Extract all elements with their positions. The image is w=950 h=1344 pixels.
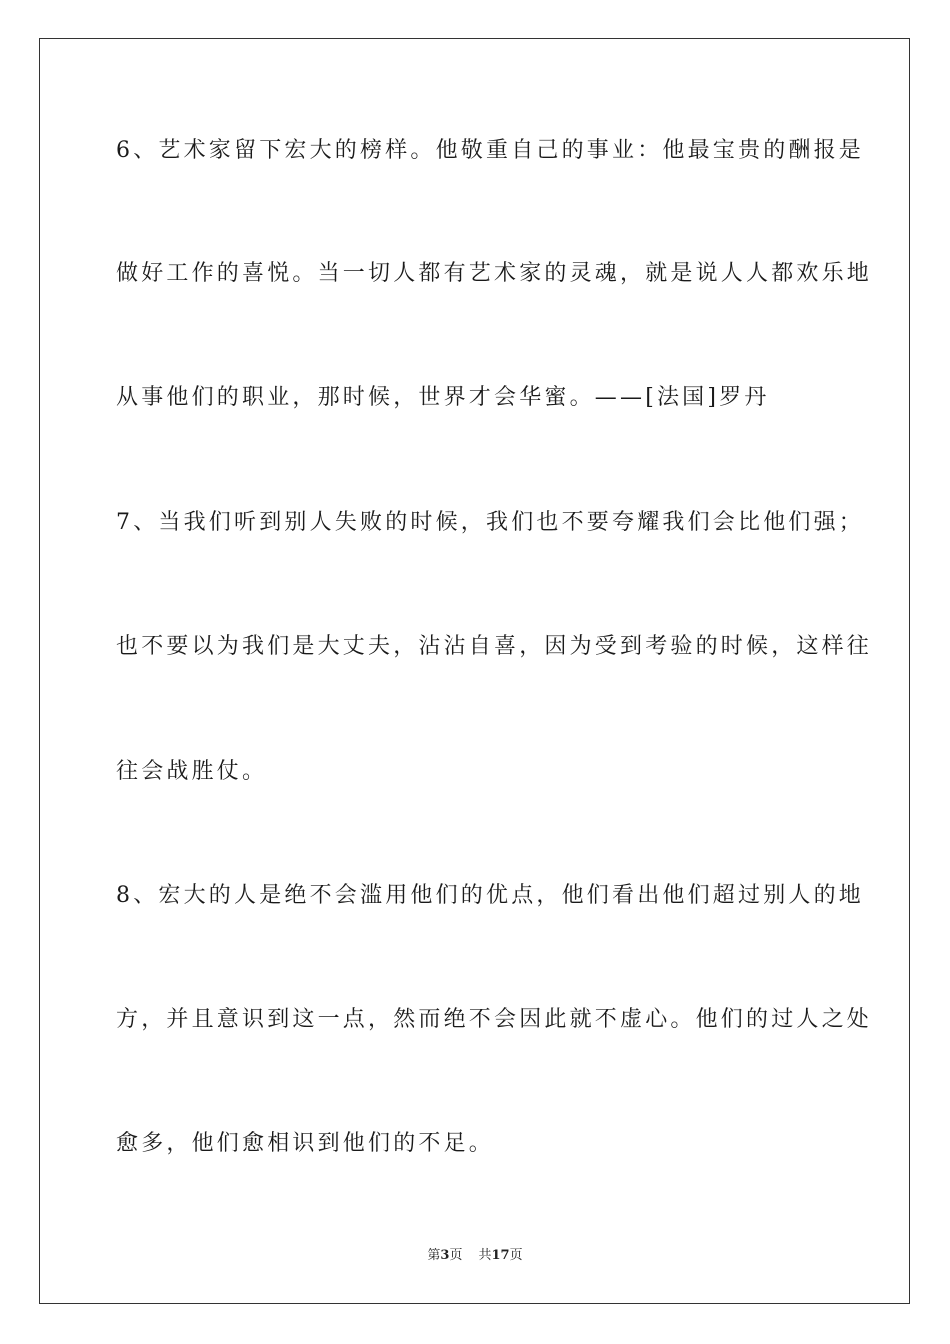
page-footer [0, 1247, 950, 1265]
text-line-2: 做好工作的喜悦。当一切人都有艺术家的灵魂，就是说人人都欢乐地 [116, 261, 873, 286]
text-line-9: 愈多，他们愈相识到他们的不足。 [116, 1131, 495, 1156]
footer-total-prefix: 共 [478, 1248, 492, 1263]
page-border [39, 38, 910, 1304]
text-line-7: 8、宏大的人是绝不会滥用他们的优点，他们看出他们超过别人的地 [116, 883, 864, 908]
footer-total-suffix: 页 [509, 1248, 523, 1263]
footer-total-pages: 17 [491, 1248, 510, 1263]
footer-page-suffix: 页 [449, 1248, 463, 1263]
text-line-6: 往会战胜仗。 [116, 759, 268, 784]
footer-page-number: 3 [440, 1248, 450, 1263]
text-line-4: 7、当我们听到别人失败的时候，我们也不要夸耀我们会比他们强； [116, 510, 864, 535]
footer-page-prefix: 第 [427, 1248, 441, 1263]
text-line-5: 也不要以为我们是大丈夫，沾沾自喜，因为受到考验的时候，这样往 [116, 634, 873, 659]
text-line-3: 从事他们的职业，那时候，世界才会华蜜。——[法国]罗丹 [116, 385, 770, 410]
text-line-1: 6、艺术家留下宏大的榜样。他敬重自己的事业：他最宝贵的酬报是 [116, 138, 864, 163]
text-line-8: 方，并且意识到这一点，然而绝不会因此就不虚心。他们的过人之处 [116, 1007, 873, 1032]
